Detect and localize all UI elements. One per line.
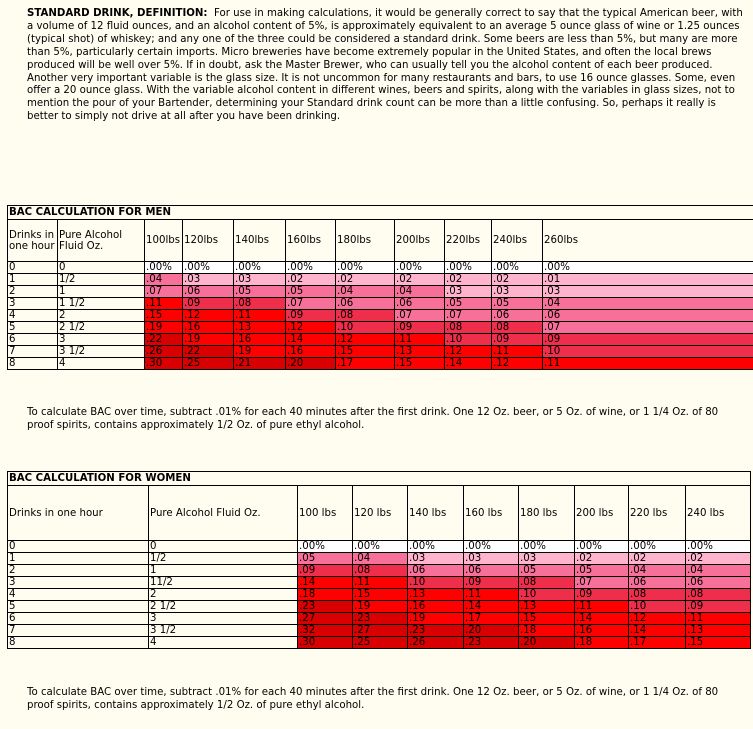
alcohol-cell: 1 1/2	[58, 298, 145, 310]
drinks-cell: 7	[8, 625, 149, 637]
bac-value-cell: .08	[519, 577, 575, 589]
table-row	[8, 346, 753, 358]
bac-value-cell: .20	[464, 625, 519, 637]
bac-value-cell: .11	[395, 334, 445, 346]
bac-value-cell: .08	[492, 322, 543, 334]
bac-value-cell: .06	[464, 565, 519, 577]
table-row	[8, 262, 753, 274]
alcohol-cell: 2	[58, 310, 145, 322]
bac-value-cell: .10	[408, 577, 464, 589]
bac-table-men	[7, 205, 753, 370]
bac-value-cell: .00%	[629, 541, 686, 553]
bac-value-cell: .03	[543, 286, 753, 298]
drinks-cell: 5	[8, 322, 58, 334]
bac-value-cell: .27	[298, 613, 353, 625]
bac-value-cell: .09	[395, 322, 445, 334]
bac-value-cell: .12	[445, 346, 492, 358]
drinks-cell: 4	[8, 589, 149, 601]
bac-value-cell: .25	[353, 637, 408, 649]
alcohol-cell: 0	[149, 541, 298, 553]
bac-value-cell: .05	[298, 553, 353, 565]
bac-value-cell: .12	[183, 310, 234, 322]
bac-value-cell: .04	[395, 286, 445, 298]
bac-value-cell: .30	[298, 637, 353, 649]
drinks-cell: 7	[8, 346, 58, 358]
bac-value-cell: .01	[543, 274, 753, 286]
col-header-weight: 260lbs	[543, 220, 753, 262]
bac-value-cell: .07	[286, 298, 336, 310]
bac-value-cell: .00%	[575, 541, 629, 553]
bac-value-cell: .12	[629, 613, 686, 625]
bac-value-cell: .04	[629, 565, 686, 577]
bac-value-cell: .17	[629, 637, 686, 649]
alcohol-cell: 4	[149, 637, 298, 649]
bac-value-cell: .03	[464, 553, 519, 565]
drinks-cell: 0	[8, 262, 58, 274]
bac-value-cell: .17	[464, 613, 519, 625]
bac-value-cell: .02	[286, 274, 336, 286]
col-header-drinks: Drinks in one hour	[8, 220, 58, 262]
alcohol-cell: 11/2	[149, 577, 298, 589]
definition-heading: STANDARD DRINK, DEFINITION:	[27, 8, 208, 19]
col-header-weight: 240lbs	[492, 220, 543, 262]
bac-value-cell: .23	[408, 625, 464, 637]
bac-value-cell: .14	[445, 358, 492, 370]
bac-value-cell: .11	[464, 589, 519, 601]
bac-value-cell: .09	[298, 565, 353, 577]
col-header-drinks: Drinks in one hour	[8, 486, 149, 541]
bac-value-cell: .15	[336, 346, 395, 358]
bac-value-cell: .06	[336, 298, 395, 310]
col-header-weight: 120 lbs	[353, 486, 408, 541]
bac-value-cell: .09	[543, 334, 753, 346]
bac-value-cell: .05	[492, 298, 543, 310]
col-header-alcohol: Pure Alcohol Fluid Oz.	[58, 220, 145, 262]
bac-value-cell: .02	[336, 274, 395, 286]
table-row	[8, 334, 753, 346]
bac-value-cell: .00%	[395, 262, 445, 274]
bac-value-cell: .15	[519, 613, 575, 625]
drinks-cell: 1	[8, 553, 149, 565]
table-row	[8, 322, 753, 334]
table-row	[8, 298, 753, 310]
bac-value-cell: .20	[286, 358, 336, 370]
bac-value-cell: .02	[575, 553, 629, 565]
bac-value-cell: .14	[298, 577, 353, 589]
alcohol-cell: 3	[149, 613, 298, 625]
bac-value-cell: .06	[686, 577, 751, 589]
drinks-cell: 8	[8, 358, 58, 370]
bac-value-cell: .05	[519, 565, 575, 577]
bac-value-cell: .02	[686, 553, 751, 565]
bac-value-cell: .04	[686, 565, 751, 577]
bac-value-cell: .03	[234, 274, 286, 286]
drinks-cell: 8	[8, 637, 149, 649]
bac-value-cell: .07	[543, 322, 753, 334]
col-header-weight: 100lbs	[145, 220, 183, 262]
bac-value-cell: .19	[234, 346, 286, 358]
bac-value-cell: .23	[298, 601, 353, 613]
bac-value-cell: .13	[234, 322, 286, 334]
bac-table-women	[7, 471, 751, 649]
drinks-cell: 2	[8, 286, 58, 298]
drinks-cell: 2	[8, 565, 149, 577]
bac-value-cell: .08	[629, 589, 686, 601]
bac-value-cell: .00%	[445, 262, 492, 274]
bac-value-cell: .25	[183, 358, 234, 370]
alcohol-cell: 3	[58, 334, 145, 346]
bac-value-cell: .15	[145, 310, 183, 322]
bac-value-cell: .02	[629, 553, 686, 565]
bac-value-cell: .26	[408, 637, 464, 649]
bac-value-cell: .09	[575, 589, 629, 601]
alcohol-cell: 2 1/2	[149, 601, 298, 613]
bac-value-cell: .08	[336, 310, 395, 322]
table-row	[8, 541, 751, 553]
col-header-weight: 140 lbs	[408, 486, 464, 541]
bac-value-cell: .00%	[519, 541, 575, 553]
bac-value-cell: .16	[286, 346, 336, 358]
bac-value-cell: .06	[629, 577, 686, 589]
bac-value-cell: .09	[464, 577, 519, 589]
bac-value-cell: .12	[492, 358, 543, 370]
table-row	[8, 637, 751, 649]
bac-value-cell: .19	[408, 613, 464, 625]
bac-value-cell: .09	[686, 601, 751, 613]
bac-value-cell: .20	[519, 637, 575, 649]
table-row	[8, 358, 753, 370]
col-header-weight: 200lbs	[395, 220, 445, 262]
bac-value-cell: .14	[464, 601, 519, 613]
alcohol-cell: 3 1/2	[149, 625, 298, 637]
bac-value-cell: .19	[353, 601, 408, 613]
bac-value-cell: .13	[686, 625, 751, 637]
bac-value-cell: .27	[353, 625, 408, 637]
bac-value-cell: .00%	[686, 541, 751, 553]
bac-value-cell: .13	[519, 601, 575, 613]
bac-value-cell: .00%	[286, 262, 336, 274]
alcohol-cell: 1	[149, 565, 298, 577]
col-header-weight: 220lbs	[445, 220, 492, 262]
bac-note-men: To calculate BAC over time, subtract .01% for each 40 minutes after the first drink. One 12 Oz. beer, or 5 Oz. of wine, or 1 1/4 Oz. of 80 proof spirits, contains approximately 1/2 Oz. of pure ethyl alcohol.	[27, 407, 719, 431]
alcohol-cell: 2 1/2	[58, 322, 145, 334]
bac-value-cell: .16	[408, 601, 464, 613]
col-header-weight: 180 lbs	[519, 486, 575, 541]
standard-drink-definition	[27, 8, 743, 124]
table-title-men: BAC CALCULATION FOR MEN	[8, 206, 753, 220]
bac-value-cell: .00%	[353, 541, 408, 553]
table-row	[8, 625, 751, 637]
bac-value-cell: .03	[445, 286, 492, 298]
bac-value-cell: .03	[408, 553, 464, 565]
bac-value-cell: .07	[575, 577, 629, 589]
bac-value-cell: .11	[543, 358, 753, 370]
alcohol-cell: 1/2	[149, 553, 298, 565]
bac-value-cell: .04	[543, 298, 753, 310]
alcohol-cell: 3 1/2	[58, 346, 145, 358]
col-header-weight: 160 lbs	[464, 486, 519, 541]
bac-value-cell: .05	[234, 286, 286, 298]
col-header-weight: 120lbs	[183, 220, 234, 262]
bac-value-cell: .10	[445, 334, 492, 346]
col-header-alcohol: Pure Alcohol Fluid Oz.	[149, 486, 298, 541]
drinks-cell: 3	[8, 298, 58, 310]
table-row	[8, 589, 751, 601]
bac-value-cell: .23	[464, 637, 519, 649]
bac-value-cell: .21	[234, 358, 286, 370]
bac-value-cell: .16	[575, 625, 629, 637]
bac-value-cell: .12	[336, 334, 395, 346]
table-row	[8, 565, 751, 577]
bac-value-cell: .02	[395, 274, 445, 286]
alcohol-cell: 1/2	[58, 274, 145, 286]
bac-value-cell: .19	[145, 322, 183, 334]
bac-value-cell: .14	[286, 334, 336, 346]
bac-value-cell: .11	[145, 298, 183, 310]
bac-note-women: To calculate BAC over time, subtract .01% for each 40 minutes after the first drink. One 12 Oz. beer, or 5 Oz. of wine, or 1 1/4 Oz. of 80 proof spirits, contains approximately 1/2 Oz. of pure ethyl alcohol.	[27, 687, 719, 711]
col-header-weight: 160lbs	[286, 220, 336, 262]
bac-value-cell: .09	[492, 334, 543, 346]
bac-value-cell: .06	[543, 310, 753, 322]
col-header-weight: 240 lbs	[686, 486, 751, 541]
bac-value-cell: .00%	[234, 262, 286, 274]
bac-value-cell: .18	[519, 625, 575, 637]
bac-value-cell: .17	[336, 358, 395, 370]
bac-value-cell: .11	[353, 577, 408, 589]
table-row	[8, 553, 751, 565]
col-header-weight: 220 lbs	[629, 486, 686, 541]
col-header-weight: 100 lbs	[298, 486, 353, 541]
bac-value-cell: .11	[492, 346, 543, 358]
bac-value-cell: .00%	[492, 262, 543, 274]
bac-value-cell: .07	[445, 310, 492, 322]
bac-value-cell: .32	[298, 625, 353, 637]
bac-value-cell: .08	[353, 565, 408, 577]
table-row	[8, 286, 753, 298]
bac-value-cell: .00%	[298, 541, 353, 553]
bac-value-cell: .12	[286, 322, 336, 334]
alcohol-cell: 4	[58, 358, 145, 370]
bac-value-cell: .10	[543, 346, 753, 358]
drinks-cell: 0	[8, 541, 149, 553]
bac-value-cell: .16	[234, 334, 286, 346]
bac-value-cell: .03	[183, 274, 234, 286]
bac-value-cell: .22	[145, 334, 183, 346]
bac-value-cell: .00%	[336, 262, 395, 274]
bac-value-cell: .14	[629, 625, 686, 637]
bac-value-cell: .03	[492, 286, 543, 298]
bac-value-cell: .11	[575, 601, 629, 613]
bac-value-cell: .04	[336, 286, 395, 298]
bac-value-cell: .11	[686, 613, 751, 625]
bac-value-cell: .08	[445, 322, 492, 334]
bac-value-cell: .15	[395, 358, 445, 370]
bac-value-cell: .08	[686, 589, 751, 601]
drinks-cell: 6	[8, 334, 58, 346]
alcohol-cell: 0	[58, 262, 145, 274]
col-header-weight: 180lbs	[336, 220, 395, 262]
table-row	[8, 577, 751, 589]
bac-value-cell: .04	[145, 274, 183, 286]
bac-value-cell: .06	[395, 298, 445, 310]
bac-value-cell: .05	[445, 298, 492, 310]
bac-value-cell: .23	[353, 613, 408, 625]
bac-value-cell: .16	[183, 322, 234, 334]
bac-value-cell: .06	[183, 286, 234, 298]
bac-value-cell: .02	[492, 274, 543, 286]
bac-value-cell: .06	[492, 310, 543, 322]
bac-value-cell: .19	[183, 334, 234, 346]
table-row	[8, 310, 753, 322]
bac-value-cell: .22	[183, 346, 234, 358]
bac-value-cell: .07	[395, 310, 445, 322]
bac-value-cell: .05	[575, 565, 629, 577]
bac-value-cell: .08	[234, 298, 286, 310]
drinks-cell: 3	[8, 577, 149, 589]
bac-value-cell: .11	[234, 310, 286, 322]
bac-value-cell: .07	[145, 286, 183, 298]
table-row	[8, 601, 751, 613]
bac-value-cell: .02	[445, 274, 492, 286]
bac-value-cell: .00%	[183, 262, 234, 274]
table-row	[8, 613, 751, 625]
drinks-cell: 5	[8, 601, 149, 613]
col-header-weight: 140lbs	[234, 220, 286, 262]
bac-value-cell: .00%	[145, 262, 183, 274]
drinks-cell: 4	[8, 310, 58, 322]
drinks-cell: 6	[8, 613, 149, 625]
bac-value-cell: .09	[183, 298, 234, 310]
bac-value-cell: .30	[145, 358, 183, 370]
definition-body: For use in making calculations, it would be generally correct to say that the typical American beer, with a volume of 12 fluid ounces, and an alcohol content of 5%, is approximately equivalent to an average 5 ounce glass of wine or 1.25 ounces (typical shot) of whiskey; and any one of the three could be considered a standard drink. Some beers are less than 5%, but many are more than 5%, particularly certain imports. Micro breweries have become extremely popular in the United States, and often the local brews produced will be well over 5%. If in doubt, ask the Master Brewer, who can usually tell you the alcohol content of each beer produced. Another very important variable is the glass size. It is not uncommon for many restaurants and bars, to use 16 ounce glasses. Some, even offer a 20 ounce glass. With the variable alcohol content in different wines, beers and spirits, along with the variables in glass sizes, not to mention the pour of your Bartender, determining your Standard drink count can be more than a little confusing. So, perhaps it really is better to simply not drive at all after you have been drinking.	[27, 8, 743, 123]
bac-value-cell: .06	[408, 565, 464, 577]
bac-value-cell: .09	[286, 310, 336, 322]
bac-value-cell: .00%	[543, 262, 753, 274]
table-title-women: BAC CALCULATION FOR WOMEN	[8, 472, 751, 486]
alcohol-cell: 2	[149, 589, 298, 601]
bac-value-cell: .18	[298, 589, 353, 601]
bac-value-cell: .05	[286, 286, 336, 298]
drinks-cell: 1	[8, 274, 58, 286]
bac-value-cell: .15	[686, 637, 751, 649]
table-row	[8, 274, 753, 286]
bac-value-cell: .26	[145, 346, 183, 358]
bac-value-cell: .14	[575, 613, 629, 625]
col-header-weight: 200 lbs	[575, 486, 629, 541]
bac-value-cell: .10	[336, 322, 395, 334]
bac-value-cell: .10	[629, 601, 686, 613]
bac-value-cell: .18	[575, 637, 629, 649]
bac-value-cell: .13	[395, 346, 445, 358]
bac-value-cell: .03	[519, 553, 575, 565]
bac-value-cell: .15	[353, 589, 408, 601]
bac-value-cell: .10	[519, 589, 575, 601]
bac-value-cell: .00%	[408, 541, 464, 553]
bac-value-cell: .04	[353, 553, 408, 565]
bac-value-cell: .13	[408, 589, 464, 601]
bac-value-cell: .00%	[464, 541, 519, 553]
alcohol-cell: 1	[58, 286, 145, 298]
